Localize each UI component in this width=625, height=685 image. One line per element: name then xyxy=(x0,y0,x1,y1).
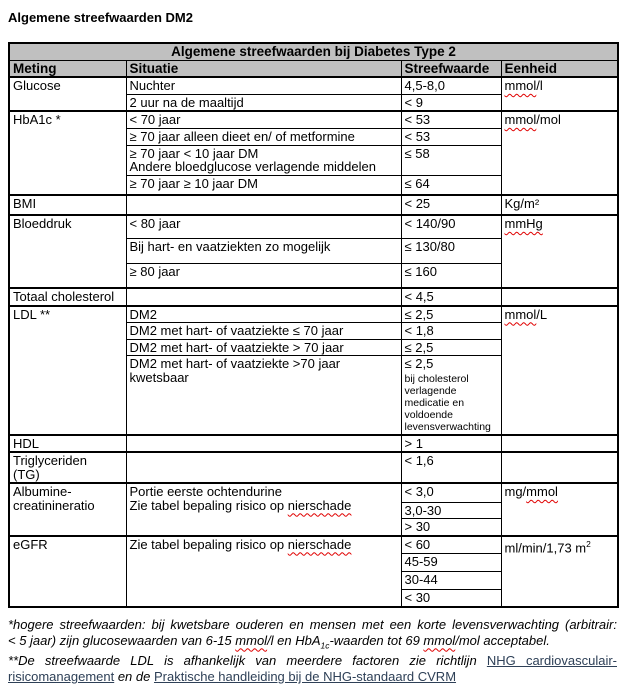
row-totaal-cholesterol xyxy=(9,288,618,306)
cell-egfr-meting: eGFR xyxy=(9,536,126,607)
cell-bloeddruk-situatie-3: ≥ 80 jaar xyxy=(126,263,401,288)
unit-plain-text: /mol xyxy=(536,112,561,127)
row-albumine-1 xyxy=(9,483,618,502)
cell-egfr-waarde-2: 45-59 xyxy=(401,554,501,572)
cell-albumine-waarde-1: < 3,0 xyxy=(401,483,501,502)
situatie-plain-text: Zie tabel bepaling risico op xyxy=(130,537,288,552)
cell-totaal-waarde: < 4,5 xyxy=(401,288,501,306)
cell-bloeddruk-waarde-1: < 140/90 xyxy=(401,215,501,238)
footnote-wavy-text: mmol xyxy=(423,633,455,648)
cell-ldl-waarde-1: ≤ 2,5 xyxy=(401,306,501,323)
cell-albumine-meting xyxy=(9,483,126,536)
row-hdl xyxy=(9,435,618,453)
cell-egfr-eenheid xyxy=(501,536,618,607)
unit-plain-text: ml/min/1,73 m xyxy=(505,540,587,555)
footnote-text: /mol acceptabel. xyxy=(455,633,550,648)
unit-wavy-text: mmol xyxy=(526,484,558,499)
footnote-line-3 xyxy=(8,653,617,669)
footnote-text: *hogere streefwaarden: bij kwetsbare ouderen en mensen met een korte levensverwachting (arbitrair: xyxy=(8,617,617,632)
cell-hba1c-waarde-4: ≤ 64 xyxy=(401,175,501,195)
meting-line-1: Triglyceriden xyxy=(13,454,123,468)
row-glucose-1 xyxy=(9,77,618,94)
cell-glucose-waarde-2: < 9 xyxy=(401,94,501,111)
situatie-line-2: kwetsbaar xyxy=(130,371,398,385)
col-header-streefwaarde: Streefwaarde xyxy=(401,60,501,77)
cell-hba1c-waarde-3: ≤ 58 xyxy=(401,145,501,175)
meting-line-2: creatinineratio xyxy=(13,499,123,513)
unit-wavy-text: mmol xyxy=(505,78,537,93)
link-nhg-cardiovasculair-risicomanagement[interactable]: NHG cardiovasculair- xyxy=(487,653,617,668)
cell-hdl-eenheid xyxy=(501,435,618,453)
cell-bloeddruk-meting: Bloeddruk xyxy=(9,215,126,288)
table-caption: Algemene streefwaarden bij Diabetes Type 2 xyxy=(9,43,618,60)
footnote-text: -waarden tot 69 xyxy=(329,633,423,648)
footnote-line-1 xyxy=(8,617,617,633)
unit-superscript: 2 xyxy=(586,539,591,549)
situatie-plain-text: Zie tabel bepaling risico op xyxy=(130,498,288,513)
cell-tg-meting xyxy=(9,452,126,483)
situatie-line-1: Portie eerste ochtendurine xyxy=(130,485,398,499)
col-header-eenheid: Eenheid xyxy=(501,60,618,77)
cell-egfr-waarde-1: < 60 xyxy=(401,536,501,554)
cell-totaal-eenheid xyxy=(501,288,618,306)
row-triglyceriden xyxy=(9,452,618,483)
cell-ldl-situatie-4 xyxy=(126,356,401,435)
cell-hba1c-meting: HbA1c * xyxy=(9,111,126,195)
cell-hba1c-waarde-2: < 53 xyxy=(401,128,501,145)
link-nhg-cardiovasculair-risicomanagement-cont[interactable]: risicomanagement xyxy=(8,669,114,684)
unit-wavy-text: mmol xyxy=(505,307,537,322)
cell-glucose-situatie-2: 2 uur na de maaltijd xyxy=(126,94,401,111)
cell-albumine-situatie xyxy=(126,483,401,536)
cell-hba1c-eenheid xyxy=(501,111,618,195)
cell-hdl-meting: HDL xyxy=(9,435,126,453)
link-praktische-handleiding-cvrm[interactable]: Praktische handleiding bij de NHG-standaard CVRM xyxy=(154,669,456,684)
cell-bloeddruk-waarde-3: ≤ 160 xyxy=(401,263,501,288)
unit-wavy-text: mmol xyxy=(505,112,537,127)
row-egfr-1 xyxy=(9,536,618,554)
cell-albumine-waarde-2: 3,0-30 xyxy=(401,502,501,519)
footnote-text: < 5 jaar) zijn glucosewaarden van 6-15 xyxy=(8,633,235,648)
footnote-wavy-text: mmol xyxy=(235,633,267,648)
unit-plain-text: /l xyxy=(536,78,543,93)
cell-bloeddruk-situatie-2: Bij hart- en vaatziekten zo mogelijk xyxy=(126,238,401,263)
cell-tg-eenheid xyxy=(501,452,618,483)
waarde-note: bij cholesterol verlagende medicatie en voldoende levensverwachting xyxy=(405,373,498,433)
footnote-text: /l en HbA xyxy=(267,633,320,648)
cell-egfr-waarde-4: < 30 xyxy=(401,590,501,607)
cell-hdl-waarde: > 1 xyxy=(401,435,501,453)
cell-bloeddruk-waarde-2: ≤ 130/80 xyxy=(401,238,501,263)
cell-glucose-waarde-1: 4,5-8,0 xyxy=(401,77,501,94)
cell-bmi-situatie xyxy=(126,195,401,215)
cell-albumine-eenheid xyxy=(501,483,618,536)
cell-tg-situatie xyxy=(126,452,401,483)
row-ldl-1 xyxy=(9,306,618,323)
cell-albumine-waarde-3: > 30 xyxy=(401,519,501,536)
cell-totaal-meting: Totaal cholesterol xyxy=(9,288,126,306)
cell-ldl-waarde-2: < 1,8 xyxy=(401,323,501,340)
cell-hba1c-situatie-2: ≥ 70 jaar alleen dieet en/ of metformine xyxy=(126,128,401,145)
cell-bmi-eenheid: Kg/m² xyxy=(501,195,618,215)
cell-ldl-waarde-3: ≤ 2,5 xyxy=(401,339,501,356)
row-bmi xyxy=(9,195,618,215)
page-title: Algemene streefwaarden DM2 xyxy=(8,10,617,25)
footnote-text: en de xyxy=(114,669,154,684)
row-bloeddruk-1 xyxy=(9,215,618,238)
situatie-line-1: ≥ 70 jaar < 10 jaar DM xyxy=(130,147,398,161)
footnote-line-4 xyxy=(8,669,617,685)
cell-bmi-meting: BMI xyxy=(9,195,126,215)
cell-glucose-meting: Glucose xyxy=(9,77,126,111)
cell-egfr-waarde-3: 30-44 xyxy=(401,572,501,590)
cell-ldl-eenheid xyxy=(501,306,618,435)
unit-plain-text: /L xyxy=(536,307,547,322)
footnote-text: **De streefwaarde LDL is afhankelijk van meerdere factoren zie richtlijn xyxy=(8,653,487,668)
cell-hba1c-situatie-1: < 70 jaar xyxy=(126,111,401,128)
cell-hdl-situatie xyxy=(126,435,401,453)
cell-glucose-eenheid xyxy=(501,77,618,111)
cell-bloeddruk-eenheid xyxy=(501,215,618,288)
unit-wavy-text: mmHg xyxy=(505,216,543,231)
unit-plain-text: mg/ xyxy=(505,484,527,499)
cell-bloeddruk-situatie-1: < 80 jaar xyxy=(126,215,401,238)
situatie-line-2: Andere bloedglucose verlagende middelen xyxy=(130,160,398,174)
situatie-wavy-text: nierschade xyxy=(288,537,352,552)
situatie-line-1: DM2 met hart- of vaatziekte >70 jaar xyxy=(130,357,398,371)
meting-line-2: (TG) xyxy=(13,468,123,482)
situatie-wavy-text: nierschade xyxy=(288,498,352,513)
table-caption-row xyxy=(9,43,618,60)
cell-ldl-meting: LDL ** xyxy=(9,306,126,435)
footnotes xyxy=(8,617,617,685)
cell-ldl-situatie-1: DM2 xyxy=(126,306,401,323)
cell-tg-waarde: < 1,6 xyxy=(401,452,501,483)
cell-totaal-situatie xyxy=(126,288,401,306)
cell-egfr-situatie xyxy=(126,536,401,607)
cell-glucose-situatie-1: Nuchter xyxy=(126,77,401,94)
row-hba1c-1 xyxy=(9,111,618,128)
footnote-subscript: 1c xyxy=(321,640,330,650)
cell-hba1c-situatie-4: ≥ 70 jaar ≥ 10 jaar DM xyxy=(126,175,401,195)
cell-ldl-situatie-2: DM2 met hart- of vaatziekte ≤ 70 jaar xyxy=(126,323,401,340)
cell-hba1c-waarde-1: < 53 xyxy=(401,111,501,128)
cell-ldl-waarde-4 xyxy=(401,356,501,435)
footnote-line-2 xyxy=(8,633,617,654)
col-header-meting: Meting xyxy=(9,60,126,77)
targets-table xyxy=(8,42,619,608)
col-header-situatie: Situatie xyxy=(126,60,401,77)
situatie-line-2 xyxy=(130,499,398,513)
cell-bmi-waarde: < 25 xyxy=(401,195,501,215)
cell-ldl-situatie-3: DM2 met hart- of vaatziekte > 70 jaar xyxy=(126,339,401,356)
cell-hba1c-situatie-3 xyxy=(126,145,401,175)
column-header-row xyxy=(9,60,618,77)
meting-line-1: Albumine- xyxy=(13,485,123,499)
waarde-value: ≤ 2,5 xyxy=(405,357,498,371)
